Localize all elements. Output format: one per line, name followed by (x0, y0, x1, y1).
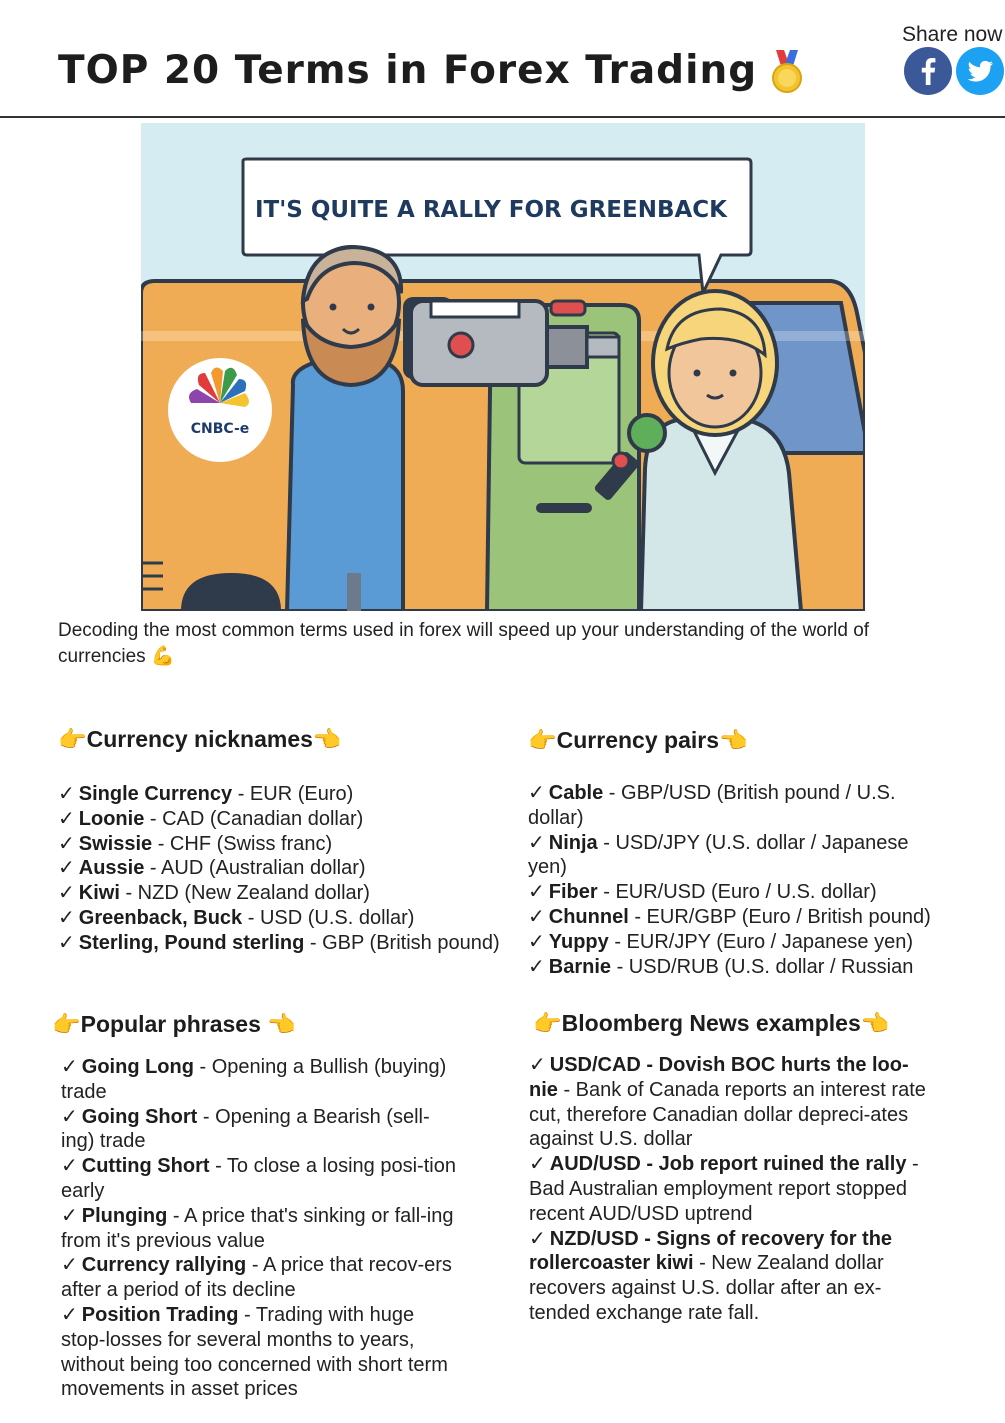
term-description: - EUR/JPY (Euro / Japanese yen) (608, 930, 913, 953)
term: Fiber (548, 881, 598, 904)
facebook-share-button[interactable] (904, 47, 952, 95)
term-description: - GBP (British pound) (304, 931, 500, 954)
cartoon-illustration (141, 123, 865, 611)
list-item (61, 1253, 461, 1303)
term: Going Long (81, 1056, 194, 1078)
list-item (528, 930, 948, 955)
list-item (58, 856, 528, 881)
section-heading-bloomberg-news (533, 1010, 889, 1037)
term: Going Short (81, 1105, 198, 1128)
pointing-right-icon: 👉 (52, 1011, 81, 1037)
twitter-icon (956, 47, 1004, 95)
header-divider (0, 116, 1005, 118)
check-icon: ✓ (61, 1204, 78, 1227)
list-item (529, 1227, 929, 1326)
term: Ninja (548, 831, 598, 854)
term: Aussie (78, 857, 145, 880)
term-description: - A price that recov-ers after a period of its decline (61, 1254, 452, 1302)
cnbc-logo (168, 358, 272, 462)
list-item (58, 931, 528, 956)
list-item (58, 782, 528, 807)
check-icon: ✓ (58, 931, 75, 954)
currency-pairs-list (528, 781, 948, 979)
pointing-left-icon: 👈 (312, 726, 342, 752)
term: Chunnel (548, 905, 629, 928)
check-icon: ✓ (61, 1254, 78, 1277)
check-icon: ✓ (529, 1054, 546, 1076)
check-icon: ✓ (61, 1056, 78, 1078)
speech-bubble-text: IT'S QUITE A RALLY FOR GREENBACK (254, 197, 728, 223)
list-item (58, 881, 528, 906)
currency-nicknames-list (58, 782, 528, 956)
check-icon: ✓ (61, 1303, 78, 1326)
term: Greenback, Buck (78, 906, 243, 929)
popular-phrases-list (61, 1055, 461, 1402)
term-description: - To close a losing posi-tion early (61, 1155, 456, 1202)
term-description: - NZD (New Zealand dollar) (119, 882, 370, 905)
term: Sterling, Pound sterling (78, 931, 305, 954)
section-heading-popular-phrases (52, 1011, 296, 1038)
pointing-left-icon: 👈 (719, 727, 748, 753)
pointing-left-icon: 👈 (267, 1011, 296, 1037)
list-item (528, 781, 948, 831)
check-icon: ✓ (528, 905, 545, 928)
check-icon: ✓ (58, 832, 75, 855)
list-item (58, 807, 528, 832)
term: Plunging (81, 1204, 168, 1227)
check-icon: ✓ (528, 831, 545, 854)
list-item (61, 1303, 461, 1402)
check-icon: ✓ (58, 882, 75, 905)
term: NZD/USD - Signs of recovery for the rollercoaster kiwi (529, 1227, 893, 1275)
term: Single Currency (78, 783, 233, 805)
term: Swissie (78, 832, 153, 855)
medal-icon (768, 50, 806, 94)
cameraman (287, 247, 403, 611)
share-label: Share now (902, 23, 1003, 46)
term-description: - EUR/GBP (Euro / British pound) (628, 905, 931, 928)
section-title: Currency pairs (556, 727, 719, 753)
facebook-icon (904, 47, 952, 95)
term: Yuppy (548, 930, 609, 953)
term-description: - USD/JPY (U.S. dollar / Japanese yen) (528, 831, 909, 879)
section-heading-currency-nicknames (58, 726, 342, 753)
check-icon: ✓ (528, 782, 545, 804)
term-description: - GBP/USD (British pound / U.S. dollar) (528, 782, 896, 829)
list-item (528, 955, 948, 980)
pointing-right-icon: 👉 (58, 726, 87, 752)
term-description: - Bad Australian employment report stopped recent AUD/USD uptrend (529, 1153, 919, 1225)
section-heading-currency-pairs (528, 727, 748, 754)
term: Kiwi (78, 882, 120, 905)
section-title: Popular phrases (80, 1011, 261, 1037)
term-description: - CAD (Canadian dollar) (144, 807, 364, 830)
check-icon: ✓ (58, 857, 75, 880)
list-item (528, 880, 948, 905)
check-icon: ✓ (528, 955, 545, 978)
check-icon: ✓ (58, 906, 75, 929)
term: Loonie (78, 807, 145, 830)
check-icon: ✓ (528, 881, 545, 904)
section-title: Currency nicknames (86, 726, 313, 752)
check-icon: ✓ (58, 783, 75, 805)
list-item (61, 1055, 461, 1105)
term-description: - USD/RUB (U.S. dollar / Russian (611, 955, 914, 978)
check-icon: ✓ (528, 930, 545, 953)
pointing-right-icon: 👉 (528, 727, 557, 753)
list-item (61, 1204, 461, 1254)
list-item (528, 905, 948, 930)
section-title: Bloomberg News examples (561, 1010, 861, 1036)
term-description: - EUR (Euro) (232, 783, 354, 805)
term-description: - CHF (Swiss franc) (152, 832, 333, 855)
term-description: - Trading with huge stop-losses for several months to years, without being too concerned with short term movements in asset prices (61, 1303, 448, 1401)
list-item (528, 831, 948, 881)
check-icon: ✓ (61, 1155, 78, 1178)
check-icon: ✓ (529, 1153, 546, 1176)
term-description: - EUR/USD (Euro / U.S. dollar) (597, 881, 877, 904)
term-description: - A price that's sinking or fall-ing from it's previous value (61, 1204, 454, 1252)
term-description: - New Zealand dollar recovers against U.S. dollar after an ex-tended exchange rate fall. (529, 1252, 884, 1324)
list-item (58, 832, 528, 857)
term-description: - Bank of Canada reports an interest rate cut, therefore Canadian dollar depreci-ates against U.S. dollar (529, 1078, 926, 1151)
pointing-right-icon: 👉 (533, 1010, 562, 1036)
term: Barnie (548, 955, 612, 978)
intro-text: Decoding the most common terms used in forex will speed up your understanding of the world of currencies (58, 620, 870, 667)
flexed-biceps-icon: 💪 (150, 646, 175, 667)
term: Currency rallying (81, 1254, 247, 1277)
check-icon: ✓ (58, 807, 75, 830)
logo-text: CNBC-e (190, 421, 250, 437)
term: Position Trading (81, 1303, 239, 1326)
term-description: - AUD (Australian dollar) (144, 857, 366, 880)
term-description: - Opening a Bearish (sell-ing) trade (61, 1105, 430, 1153)
page-title: TOP 20 Terms in Forex Trading (58, 48, 758, 93)
twitter-share-button[interactable] (956, 47, 1004, 95)
term: AUD/USD - Job report ruined the rally (549, 1153, 907, 1176)
term: Cutting Short (81, 1155, 210, 1178)
check-icon: ✓ (61, 1105, 78, 1128)
list-item (529, 1152, 929, 1226)
bloomberg-news-list (529, 1053, 929, 1326)
list-item (529, 1053, 929, 1152)
intro-paragraph (58, 618, 878, 670)
list-item (61, 1105, 461, 1155)
check-icon: ✓ (529, 1227, 546, 1250)
term: Cable (548, 782, 604, 804)
list-item (58, 906, 528, 931)
term: USD/CAD - Dovish BOC hurts the loo-nie (529, 1054, 909, 1101)
term-description: - USD (U.S. dollar) (242, 906, 415, 929)
pointing-left-icon: 👈 (860, 1010, 890, 1036)
list-item (61, 1154, 461, 1204)
term-description: - Opening a Bullish (buying) trade (61, 1056, 447, 1103)
